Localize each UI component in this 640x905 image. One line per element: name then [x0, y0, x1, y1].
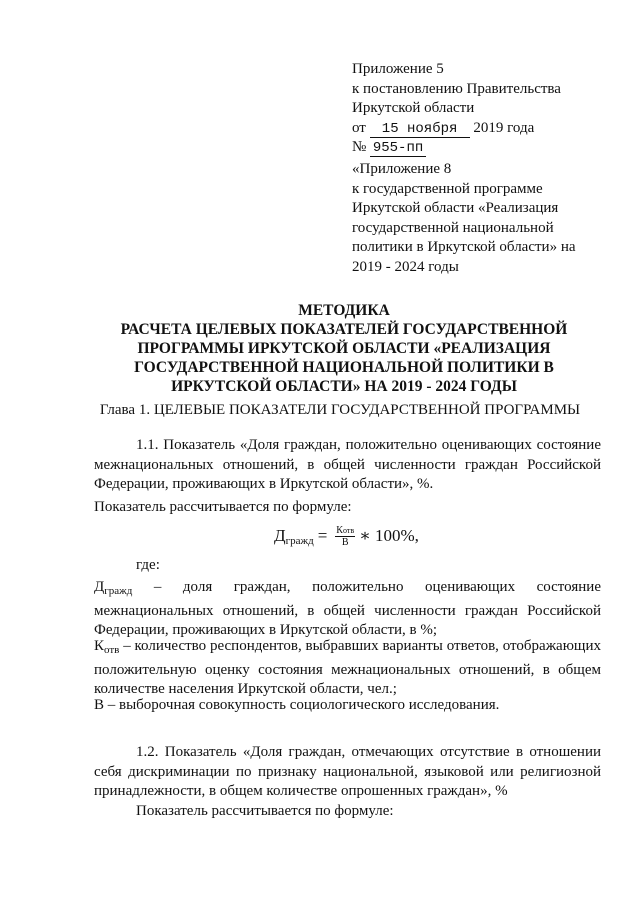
- formula-lhs: $Д_{гражд}$: [274, 525, 314, 547]
- formula-denominator: В: [341, 536, 349, 548]
- definition-v: В – выборочная совокупность социологического исследования.: [94, 697, 500, 713]
- appendix-5-number-line: [352, 138, 622, 158]
- appendix-8-line5: политики в Иркутской области» на: [352, 239, 576, 255]
- title-line-2: РАСЧЕТА ЦЕЛЕВЫХ ПОКАЗАТЕЛЕЙ ГОСУДАРСТВЕННОЙ: [120, 321, 568, 338]
- title-line-4: ГОСУДАРСТВЕННОЙ НАЦИОНАЛЬНОЙ ПОЛИТИКИ В: [134, 359, 554, 376]
- formula-lhs-sub: гражд: [285, 534, 314, 547]
- appendix-8-header: [352, 160, 622, 277]
- title-line-3: ПРОГРАММЫ ИРКУТСКОЙ ОБЛАСТИ «РЕАЛИЗАЦИЯ: [137, 340, 551, 357]
- definition-d-grazhd: $Д_{гражд}$ – доля граждан, положительно оценивающих состояние межнациональных отношений, в общей численности граждан Российской Федерации, проживающих в Иркутской области, в %;: [94, 579, 601, 638]
- appendix-8-line6: 2019 - 2024 годы: [352, 258, 459, 275]
- appendix-8-title: «Приложение 8: [352, 161, 452, 177]
- formula-1-1: [274, 520, 419, 552]
- section-1-1-text: 1.1. Показатель «Доля граждан, положительно оценивающих состояние межнациональных отношений, в общей численности граждан Российской Федерации, проживающих в Иркутской области», %.: [94, 437, 601, 492]
- formula-fraction: [335, 525, 355, 548]
- formula-rhs: ∗ 100%,: [359, 526, 419, 545]
- formula-equals: =: [317, 526, 328, 545]
- section-1-1-formula-intro: Показатель рассчитывается по формуле:: [94, 499, 352, 515]
- appendix-5-title: Приложение 5: [352, 61, 444, 77]
- formula-numerator: Котв: [336, 524, 355, 536]
- where-label: где:: [136, 557, 160, 573]
- appendix-8-line4: государственной национальной: [352, 219, 554, 236]
- document-title: [90, 301, 598, 396]
- chapter-heading: Глава 1. ЦЕЛЕВЫЕ ПОКАЗАТЕЛИ ГОСУДАРСТВЕННОЙ ПРОГРАММЫ: [99, 402, 581, 418]
- appendix-5-region: Иркутской области: [352, 100, 475, 116]
- definition-k-otv: $К_{отв}$ – количество респондентов, выбравших варианты ответов, отображающих положительную оценку состояния межнациональных отношений, в общем количестве населения Иркутской области, чел.;: [94, 638, 601, 697]
- date-prefix: от: [352, 119, 366, 136]
- appendix-5-header: [352, 60, 622, 158]
- appendix-8-line3: Иркутской области «Реализация: [352, 200, 559, 216]
- title-line-1: МЕТОДИКА: [298, 302, 390, 319]
- appendix-5-resolution: к постановлению Правительства: [352, 80, 561, 97]
- section-1-2-text: 1.2. Показатель «Доля граждан, отмечающих отсутствие в отношении себя дискриминации по признаку национальной, языковой или религиозной принадлежности, в общем количестве опрошенных граждан», %: [94, 744, 601, 799]
- appendix-5-date-line: [352, 119, 622, 139]
- number-value: 955-пп: [370, 141, 426, 157]
- title-line-5: ИРКУТСКОЙ ОБЛАСТИ» НА 2019 - 2024 ГОДЫ: [171, 378, 517, 395]
- year-suffix: 2019 года: [473, 119, 535, 136]
- section-1-2-formula-intro: Показатель рассчитывается по формуле:: [136, 803, 394, 819]
- number-prefix: №: [352, 139, 367, 155]
- appendix-8-line2: к государственной программе: [352, 180, 543, 197]
- date-value: 15 ноября: [370, 122, 470, 138]
